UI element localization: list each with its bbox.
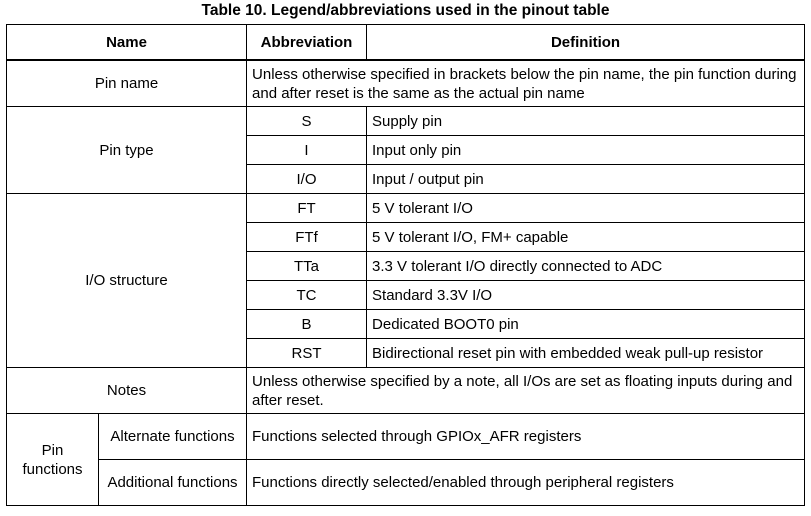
row-label-pin-type: Pin type bbox=[7, 107, 247, 194]
table-caption: Table 10. Legend/abbreviations used in the pinout table bbox=[201, 2, 610, 19]
definition-cell: 5 V tolerant I/O, FM+ capable bbox=[367, 223, 805, 252]
header-name: Name bbox=[7, 25, 247, 61]
abbreviation-cell: RST bbox=[247, 339, 367, 368]
table-row bbox=[7, 60, 805, 107]
abbreviation-cell: FTf bbox=[247, 223, 367, 252]
row-label-io-structure: I/O structure bbox=[7, 194, 247, 368]
definition-cell: 3.3 V tolerant I/O directly connected to ADC bbox=[367, 252, 805, 281]
definition-cell: Input only pin bbox=[367, 136, 805, 165]
header-definition: Definition bbox=[367, 25, 805, 61]
definition-cell: Functions directly selected/enabled through peripheral registers bbox=[247, 460, 805, 506]
sub-label-cell: Additional functions bbox=[99, 460, 247, 506]
definition-cell: Unless otherwise specified by a note, all I/Os are set as floating inputs during and after reset. bbox=[247, 368, 805, 414]
definition-cell: Input / output pin bbox=[367, 165, 805, 194]
definition-cell: Functions selected through GPIOx_AFR registers bbox=[247, 414, 805, 460]
header-row bbox=[7, 25, 805, 61]
row-label-pin-functions: Pin functions bbox=[7, 414, 99, 506]
definition-cell: Standard 3.3V I/O bbox=[367, 281, 805, 310]
abbreviation-cell: TTa bbox=[247, 252, 367, 281]
definition-cell: Supply pin bbox=[367, 107, 805, 136]
row-label-pin-name: Pin name bbox=[7, 60, 247, 107]
table-row bbox=[7, 107, 805, 136]
table-row bbox=[7, 414, 805, 460]
sub-label-cell: Alternate functions bbox=[99, 414, 247, 460]
definition-cell: Unless otherwise specified in brackets below the pin name, the pin function during and after reset is the same as the actual pin name bbox=[247, 60, 805, 107]
definition-cell: Dedicated BOOT0 pin bbox=[367, 310, 805, 339]
definition-cell: Bidirectional reset pin with embedded weak pull-up resistor bbox=[367, 339, 805, 368]
abbreviation-cell: S bbox=[247, 107, 367, 136]
table-row bbox=[7, 368, 805, 414]
row-label-notes: Notes bbox=[7, 368, 247, 414]
abbreviation-cell: TC bbox=[247, 281, 367, 310]
table-row bbox=[7, 194, 805, 223]
table-row bbox=[7, 460, 805, 506]
header-abbreviation: Abbreviation bbox=[247, 25, 367, 61]
abbreviation-cell: I bbox=[247, 136, 367, 165]
abbreviation-cell: B bbox=[247, 310, 367, 339]
abbreviation-cell: FT bbox=[247, 194, 367, 223]
definition-cell: 5 V tolerant I/O bbox=[367, 194, 805, 223]
abbreviation-cell: I/O bbox=[247, 165, 367, 194]
pinout-legend-table bbox=[6, 24, 805, 506]
